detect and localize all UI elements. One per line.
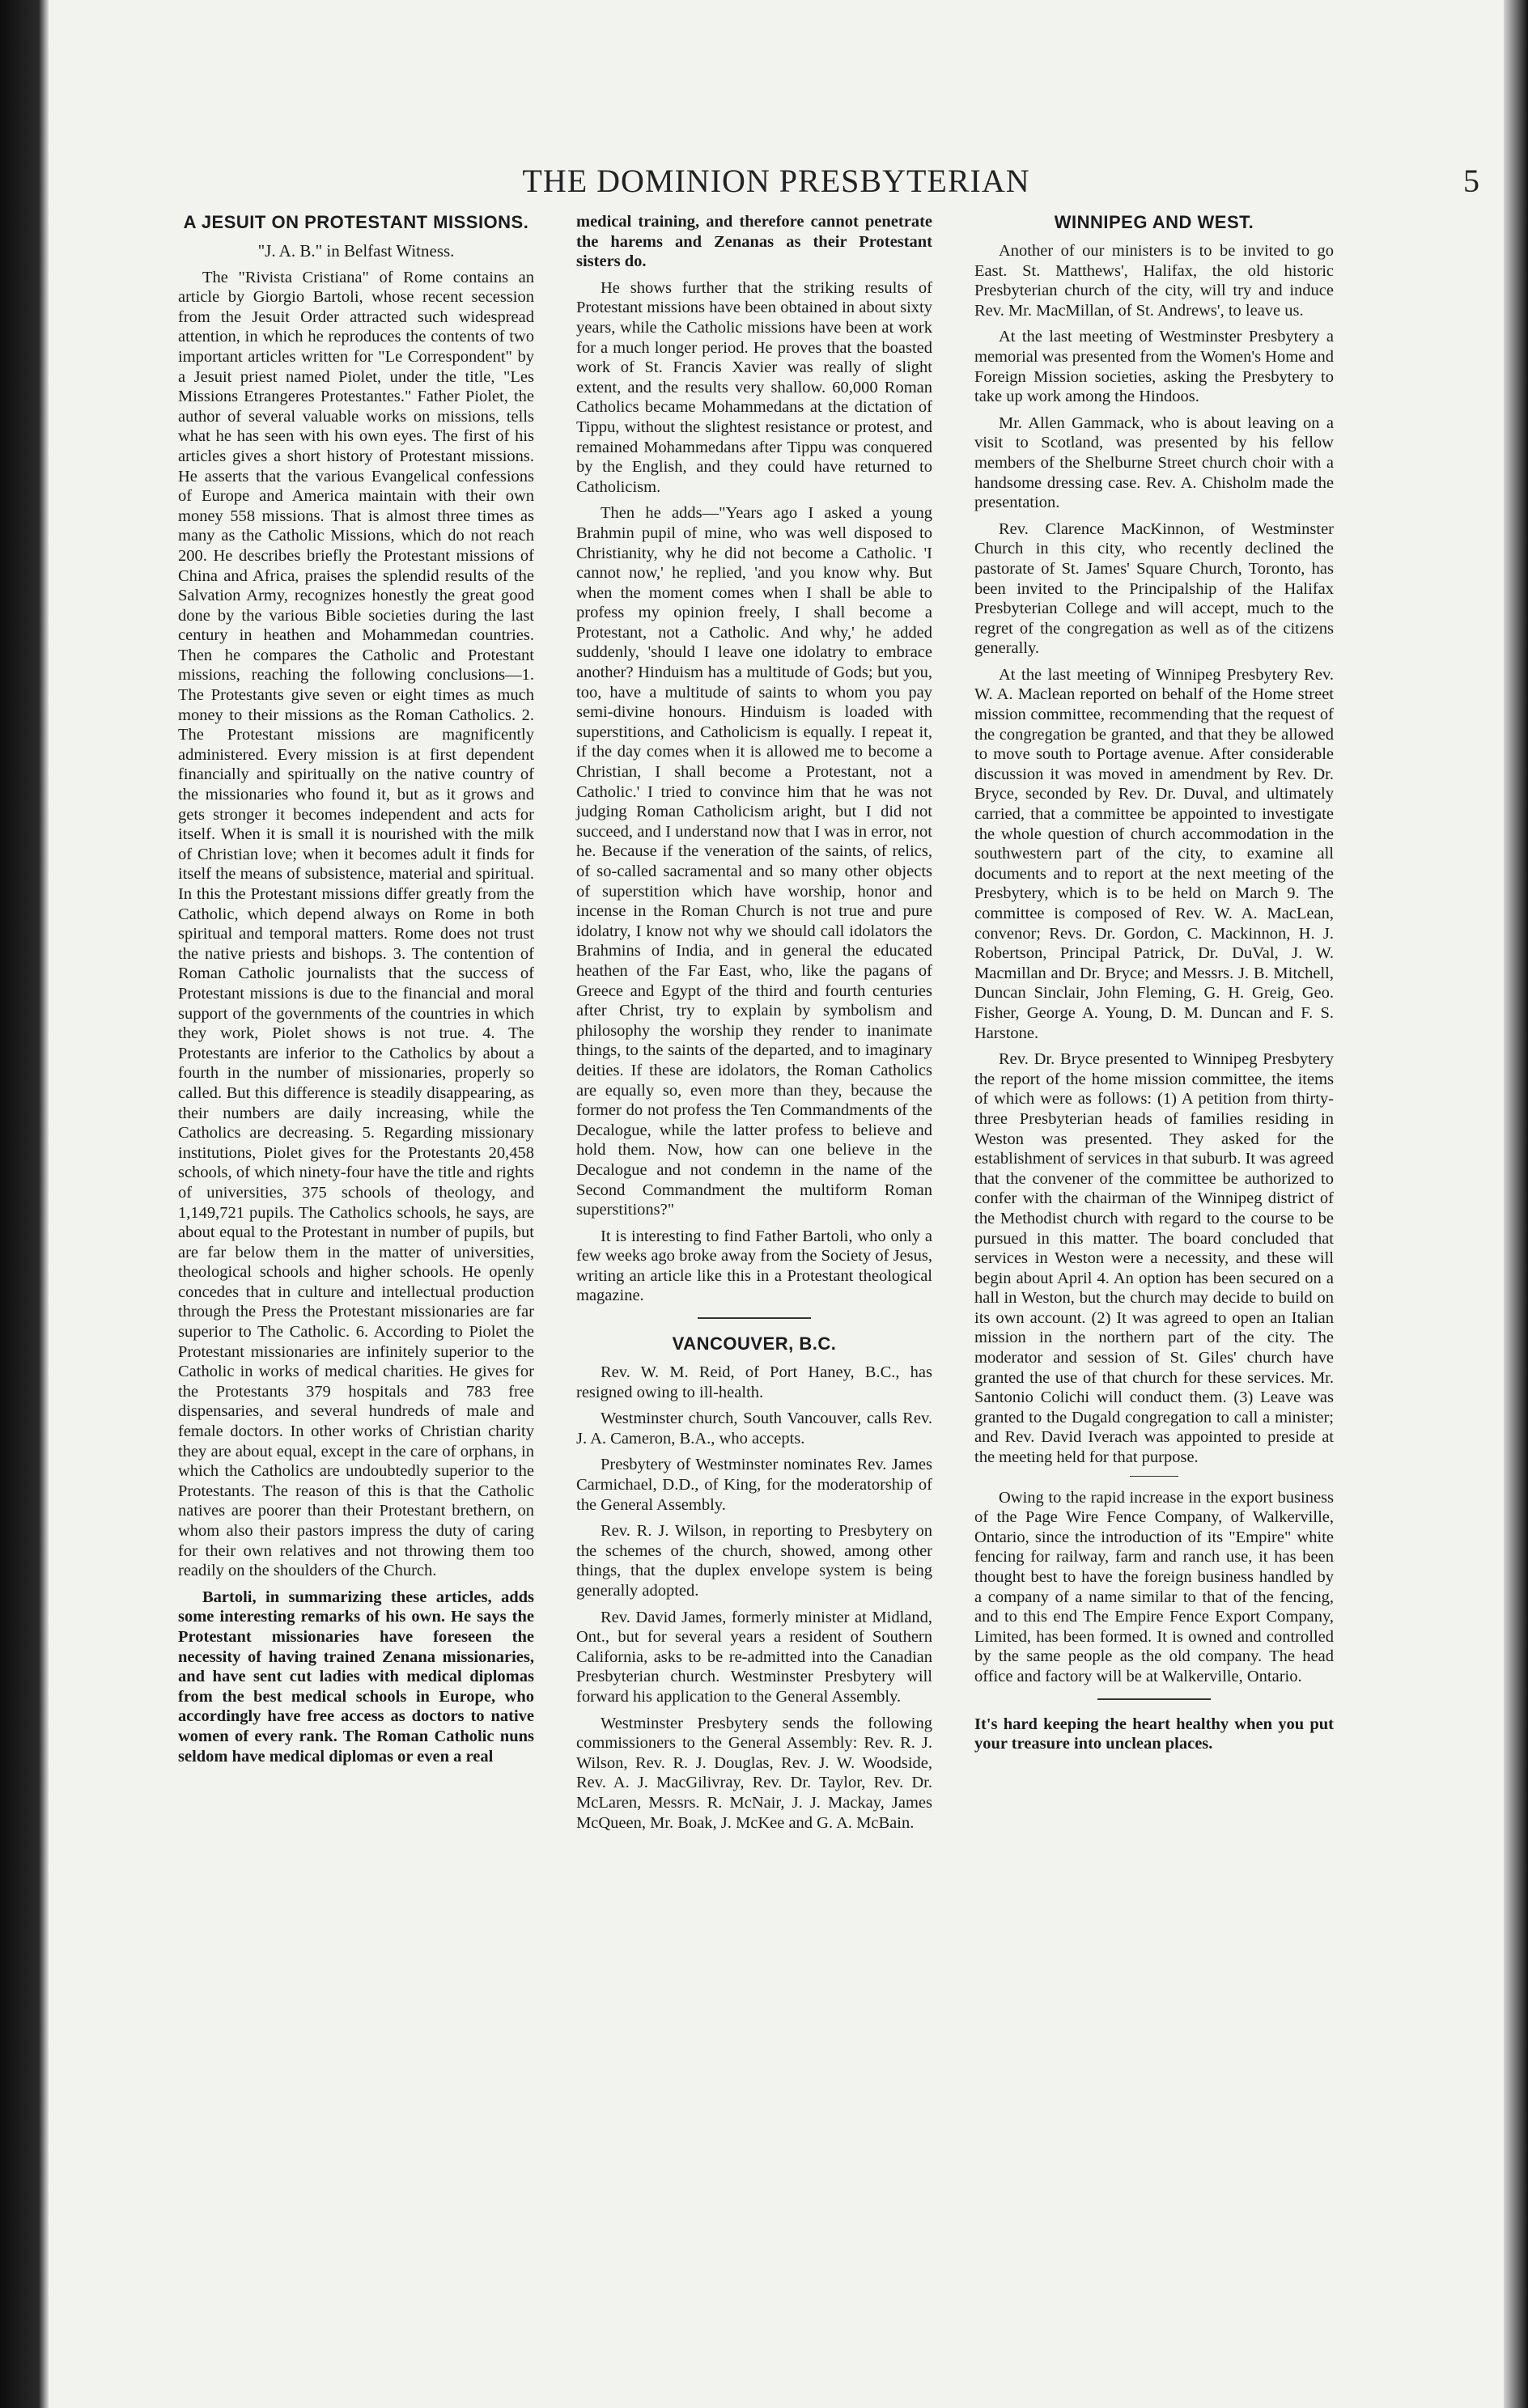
news-item: Mr. Allen Gammack, who is about leaving on a visit to Scotland, was presented by his fellow members of the Shelburne Street church choir with a handsome dressing case. Rev. A. Chisholm made the presentation. <box>974 413 1334 512</box>
news-item: Presbytery of Westminster nominates Rev. James Carmichael, D.D., of King, for the moderatorship of the General Assembly. <box>576 1456 932 1514</box>
scan-edge-left <box>0 0 49 2408</box>
section-divider <box>1097 1698 1211 1700</box>
column-middle <box>576 212 932 1839</box>
section-heading-winnipeg: WINNIPEG AND WEST. <box>1054 212 1254 232</box>
news-item: At the last meeting of Westminster Presbytery a memorial was presented from the Women's Home and Foreign Mission societies, asking the Presbytery to take up work among the Hindoos. <box>974 328 1335 406</box>
newspaper-page <box>49 0 1504 2408</box>
news-item: Rev. Clarence MacKinnon, of Westminster Church in this city, who recently declined the pastorate of St. James' Square Church, Toronto, has been invited to the Principalship of the Halifax Presbyterian College and will accept, much to the regret of the congregation as well as of the citizens generally. <box>974 519 1334 658</box>
page-number: 5 <box>1463 163 1479 199</box>
section-heading-vancouver: VANCOUVER, B.C. <box>672 1333 837 1354</box>
article-paragraph: It is interesting to find Father Bartoli, who only a few weeks ago broke away from the Society of Jesus, writing an article like this in a Protestant theological magazine. <box>576 1227 932 1305</box>
column-right <box>974 212 1334 1761</box>
article-paragraph-continued: medical training, and therefore cannot penetrate the harems and Zenanas as their Protestant sisters do. <box>576 213 932 271</box>
column-left <box>178 212 534 1773</box>
section-divider <box>698 1317 811 1319</box>
news-item: Another of our ministers is to be invited to go East. St. Matthews', Halifax, the old historic Presbyterian church of the city, will try and induce Rev. Mr. MacMillan, of St. Andrews', to leave us. <box>974 242 1334 320</box>
article-paragraph: He shows further that the striking results of Protestant missions have been obtained in about sixty years, while the Catholic missions have been at work for a much longer period. He proves that the boasted work of St. Francis Xavier was really of slight extent, and the results very shallow. 60,000 Roman Catholics became Mohammedans at the dictation of Tippu, without the slightest resistance or protest, and remained Mohammedans after Tippu was conquered by the English, and they could have returned to Catholicism. <box>576 278 932 496</box>
news-item: Rev. R. J. Wilson, in reporting to Presbytery on the schemes of the church, showed, among other things, that the duplex envelope system is being generally adopted. <box>576 1522 932 1600</box>
news-item: Rev. W. M. Reid, of Port Haney, B.C., has resigned owing to ill-health. <box>576 1363 932 1401</box>
page-header <box>49 162 1504 202</box>
closing-aphorism: It's hard keeping the heart healthy when you put your treasure into unclean places. <box>974 1715 1334 1753</box>
news-item: Rev. David James, formerly minister at Midland, Ont., but for several years a resident of Southern California, asks to be re-admitted into the Canadian Presbyterian church. Westminster Presbytery will forward his application to the General Assembly. <box>576 1608 932 1706</box>
article-paragraph: Then he adds—"Years ago I asked a young Brahmin pupil of mine, who was well disposed to Christianity, why he did not become a Catholic. 'I cannot now,' he replied, 'and you know why. But when the moment comes when I shall be able to profess my opinion freely, I shall become a Protestant, not a Catholic. And why,' he added suddenly, 'should I leave one idolatry to embrace another? Hinduism has a multitude of Gods; but you, too, have a multitude of saints to whom you pay semi-divine honours. Hinduism is loaded with superstitions, and Catholicism is equally. I repeat it, if the day comes when it is allowed me to become a Christian, I shall become a Protestant, not a Catholic.' I tried to convince him that he was not judging Roman Catholicism aright, but I did not succeed, and I understand now that I was in error, not he. Because if the veneration of the saints, of relics, of so-called sacramental and so many other objects of superstition which have worship, honor and incense in the Roman Church is not true and pure idolatry, I know not why we should call idolators the Brahmins of India, and in general the educated heathen of the Far East, who, like the pagans of Greece and Egypt of the third and fourth centuries after Christ, try to explain by symbolism and philosophy the worship they render to inanimate things, to the saints of the departed, and to imaginary deities. If these are idolators, the Roman Catholics are equally so, even more than they, because the former do not profess the Ten Commandments of the Decalogue, while the latter profess to believe and hold them. Now, how can one believe in the Decalogue and not condemn in the name of the Second Commandment the multiform Roman superstitions?" <box>576 504 932 1219</box>
publication-title: THE DOMINION PRESBYTERIAN <box>522 163 1030 199</box>
article-paragraph-bold: Bartoli, in summarizing these articles, adds some interesting remarks of his own. He says the Protestant missionaries have foreseen the necessity of having trained Zenana missionaries, and have sent cut ladies with medical diplomas from the best medical schools in Europe, who accordingly have free access as doctors to native women of every rank. The Roman Catholic nuns seldom have medical diplomas or even a real <box>178 1588 534 1766</box>
article-paragraph: The "Rivista Cristiana" of Rome contains an article by Giorgio Bartoli, whose recent secession from the Jesuit Order attracted such widespread attention, in which he reproduces the contents of two important articles written for "Le Correspondent" by a Jesuit priest named Piolet, under the title, "Les Missions Etrangeres Protestantes." Father Piolet, the author of several valuable works on missions, tells what he has seen with his own eyes. The first of his articles gives a short history of Protestant missions. He asserts that the various Evangelical confessions of Europe and America maintain with their own money 558 missions. That is almost three times as many as the Catholic Missions, which do not reach 200. He describes briefly the Protestant missions of China and Africa, praises the splendid results of the Salvation Army, recognizes honestly the great good done by the various Bible societies during the last century in heathen and Mohammedan countries. Then he compares the Catholic and Protestant missions, reaching the following conclusions—1. The Protestants give seven or eight times as much money to their missions as the Roman Catholics. 2. The Protestant missions are magnificently administered. Every mission is at first dependent financially and spiritually on the native country of the missionaries who found it, but as it grows and gets stronger it becomes independent and acts for itself. When it is small it is nourished with the milk of Christian love; when it becomes adult it finds for itself the means of subsistence, material and spiritual. In this the Protestant missions differ greatly from the Catholic, which depend always on Rome in both spiritual and temporal matters. Rome does not trust the native priests and bishops. 3. The contention of Roman Catholic journalists that the success of Protestant missions is due to the financial and moral support of the governments of the countries in which they work, Piolet shows is not true. 4. The Protestants are inferior to the Catholics by about a fourth in the number of missionaries, properly so called. But this difference is steadily disappearing, as their numbers are daily increasing, while the Catholics are decreasing. 5. Regarding missionary institutions, Piolet gives for the Protestants 20,458 schools, of which ninety-four have the title and rights of universities, 375 schools of theology, and 1,149,721 pupils. The Catholics schools, he says, are about equal to the Protestant in number of pupils, but are far below them in the matter of universities, theological schools and higher schools. He openly concedes that in culture and intellectual production through the Press the Protestant missionaries are far superior to The Catholic. 6. According to Piolet the Protestant missionaries are infinitely superior to the Catholic in works of medical charities. He gives for the Protestants 379 hospitals and 783 free dispensaries, and several hundreds of male and female doctors. In other works of Christian charity they are about equal, except in the care of orphans, in which the Catholics are undoubtedly superior to the Protestants. The reason of this is that the Catholic natives are poorer than their Protestant brethern, on whom also their pastors impress the duty of caring for their own relatives and not throwing them too readily on the shoulders of the Church. <box>178 268 534 1580</box>
news-item: Westminster Presbytery sends the following commissioners to the General Assembly: Rev. R. J. Wilson, Rev. R. J. Douglas, Rev. J. W. Woodside, Rev. A. J. MacGilivray, Rev. Dr. Taylor, Rev. Dr. McLaren, Messrs. R. McNair, J. J. Mackay, James McQueen, Mr. Boak, J. McKee and G. A. McBain. <box>576 1714 932 1832</box>
news-item: Owing to the rapid increase in the export business of the Page Wire Fence Company, of Walkerville, Ontario, since the introduction of its "Empire" white fencing for railway, farm and ranch use, it has been thought best to have the foreign business handled by a company of a name similar to that of the fencing, and to this end The Empire Fence Export Company, Limited, has been formed. It is owned and controlled by the same people as the old company. The head office and factory will be at Walkerville, Ontario. <box>974 1488 1334 1685</box>
news-item: Rev. Dr. Bryce presented to Winnipeg Presbytery the report of the home mission committee, the items of which were as follows: (1) A petition from thirty-three Presbyterian heads of families residing in Weston was presented. They asked for the establishment of services in that suburb. It was agreed that the convener of the committee be authorized to confer with the chairman of the Winnipeg district of the Methodist church with regard to the course to be pursued in this matter. The board concluded that services in Weston were a necessity, and these will begin about April 4. An option has been secured on a hall in Weston, but the church may decide to build on its own account. (2) It was agreed to open an Italian mission in the northern part of the city. The moderator and session of St. Giles' church have granted the use of that church for these services. Mr. Santonio Colichi will conduct them. (3) Leave was granted to the Dugald congregation to call a minister; and Rev. David Iverach was appointed to preside at the meeting held for that purpose. <box>974 1050 1334 1467</box>
news-item: At the last meeting of Winnipeg Presbytery Rev. W. A. Maclean reported on behalf of the Home street mission committee, recommending that the request of the congregation be granted, and that they be allowed to move south to Portage avenue. After considerable discussion it was moved in amendment by Rev. Dr. Bryce, seconded by Rev. Dr. Duval, and ultimately carried, that a committee be appointed to investigate the whole question of church accommodation in the southwestern part of the city, to examine all documents and to report at the next meeting of the Presbytery, which is to be held on March 9. The committee is composed of Rev. W. A. MacLean, convenor; Revs. Dr. Gordon, C. Mackinnon, H. J. Robertson, Principal Patrick, Dr. DuVal, J. W. Macmillan and Dr. Bryce; and Messrs. J. B. Mitchell, Duncan Sinclair, John Fleming, G. H. Greig, Geo. Fisher, George A. Young, D. M. Duncan and F. S. Harstone. <box>974 665 1334 1042</box>
section-divider <box>1130 1476 1178 1477</box>
news-item: Westminster church, South Vancouver, calls Rev. J. A. Cameron, B.A., who accepts. <box>576 1410 932 1448</box>
article-heading-jesuit: A JESUIT ON PROTESTANT MISSIONS. <box>183 212 529 232</box>
scan-edge-right <box>1504 0 1528 2408</box>
article-byline: "J. A. B." in Belfast Witness. <box>257 241 455 261</box>
